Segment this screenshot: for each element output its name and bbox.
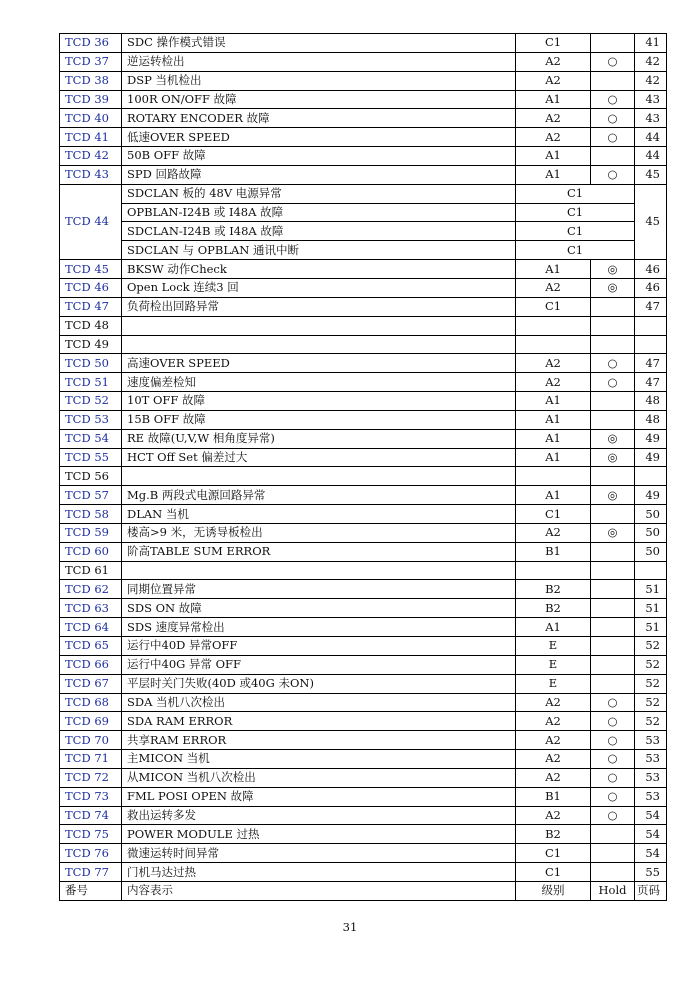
error-description: SDCLAN 与 OPBLAN 通讯中断 — [122, 241, 516, 260]
table-row — [60, 147, 667, 166]
hold-mark: ○ — [591, 768, 635, 787]
table-row — [60, 90, 667, 109]
page-ref — [635, 316, 667, 335]
error-level: E — [516, 637, 591, 656]
hold-mark — [591, 825, 635, 844]
error-code: TCD 46 — [60, 278, 122, 297]
error-description: SDCLAN-I24B 或 I48A 故障 — [122, 222, 516, 241]
error-code: TCD 74 — [60, 806, 122, 825]
page-ref: 52 — [635, 693, 667, 712]
page-ref: 53 — [635, 731, 667, 750]
error-description — [122, 561, 516, 580]
table-row — [60, 109, 667, 128]
error-description: FML POSI OPEN 故障 — [122, 787, 516, 806]
hold-mark — [591, 674, 635, 693]
error-code: TCD 38 — [60, 71, 122, 90]
table-row — [60, 71, 667, 90]
hold-mark: ○ — [591, 373, 635, 392]
hold-mark: ○ — [591, 712, 635, 731]
error-level: C1 — [516, 203, 635, 222]
page-ref: 51 — [635, 599, 667, 618]
table-row — [60, 655, 667, 674]
hold-mark: ◎ — [591, 429, 635, 448]
hold-mark — [591, 147, 635, 166]
error-description: 高速OVER SPEED — [122, 354, 516, 373]
hold-mark — [591, 542, 635, 561]
page-ref: 52 — [635, 655, 667, 674]
page-ref: 51 — [635, 618, 667, 637]
hold-mark: ○ — [591, 731, 635, 750]
hold-mark: ○ — [591, 750, 635, 769]
table-row — [60, 52, 667, 71]
error-code: TCD 39 — [60, 90, 122, 109]
page-ref: 42 — [635, 52, 667, 71]
hold-mark — [591, 599, 635, 618]
error-code: TCD 65 — [60, 637, 122, 656]
error-code: TCD 43 — [60, 165, 122, 184]
table-row — [60, 410, 667, 429]
error-description — [122, 335, 516, 354]
page-ref: 45 — [635, 165, 667, 184]
page-ref: 52 — [635, 674, 667, 693]
error-description: BKSW 动作Check — [122, 260, 516, 279]
table-row — [60, 128, 667, 147]
table-row — [60, 542, 667, 561]
error-description: 运行中40D 异常OFF — [122, 637, 516, 656]
error-code: TCD 61 — [60, 561, 122, 580]
error-code: TCD 53 — [60, 410, 122, 429]
table-row — [60, 297, 667, 316]
table-row — [60, 165, 667, 184]
error-description: RE 故障(U,V,W 相角度异常) — [122, 429, 516, 448]
table-row — [60, 354, 667, 373]
page-ref: 48 — [635, 410, 667, 429]
header-code: 番号 — [60, 881, 122, 900]
error-level — [516, 561, 591, 580]
hold-mark — [591, 637, 635, 656]
page-ref: 47 — [635, 297, 667, 316]
hold-mark: ○ — [591, 90, 635, 109]
error-code: TCD 58 — [60, 505, 122, 524]
page-ref: 42 — [635, 71, 667, 90]
error-description: 平层时关门失败(40D 或40G 未ON) — [122, 674, 516, 693]
page-ref — [635, 561, 667, 580]
error-description: 负荷检出回路异常 — [122, 297, 516, 316]
page-ref: 46 — [635, 260, 667, 279]
table-row — [60, 825, 667, 844]
table-header-row — [60, 881, 667, 900]
error-code: TCD 67 — [60, 674, 122, 693]
error-level: A1 — [516, 448, 591, 467]
page-ref: 49 — [635, 486, 667, 505]
table-row — [60, 222, 667, 241]
error-code: TCD 75 — [60, 825, 122, 844]
hold-mark — [591, 34, 635, 53]
error-description: SDS ON 故障 — [122, 599, 516, 618]
hold-mark — [591, 467, 635, 486]
error-code: TCD 70 — [60, 731, 122, 750]
error-level — [516, 335, 591, 354]
table-row — [60, 260, 667, 279]
error-code: TCD 47 — [60, 297, 122, 316]
error-code: TCD 60 — [60, 542, 122, 561]
page-ref: 54 — [635, 825, 667, 844]
error-code: TCD 51 — [60, 373, 122, 392]
table-row — [60, 693, 667, 712]
table-row — [60, 34, 667, 53]
error-level: A2 — [516, 71, 591, 90]
table-row — [60, 750, 667, 769]
hold-mark: ○ — [591, 693, 635, 712]
error-level: C1 — [516, 184, 635, 203]
page-ref — [635, 467, 667, 486]
error-level: C1 — [516, 505, 591, 524]
table-row — [60, 184, 667, 203]
hold-mark — [591, 655, 635, 674]
error-level: C1 — [516, 844, 591, 863]
table-row — [60, 618, 667, 637]
error-description: SDCLAN 板的 48V 电源异常 — [122, 184, 516, 203]
error-description: 100R ON/OFF 故障 — [122, 90, 516, 109]
hold-mark: ◎ — [591, 278, 635, 297]
error-level: C1 — [516, 222, 635, 241]
error-description: 逆运转检出 — [122, 52, 516, 71]
header-description: 内容表示 — [122, 881, 516, 900]
error-description: Mg.B 两段式电源回路异常 — [122, 486, 516, 505]
error-description: 主MICON 当机 — [122, 750, 516, 769]
error-level: A2 — [516, 750, 591, 769]
error-level: B2 — [516, 825, 591, 844]
error-description — [122, 467, 516, 486]
error-description: DLAN 当机 — [122, 505, 516, 524]
table-row — [60, 787, 667, 806]
hold-mark — [591, 410, 635, 429]
error-level: A2 — [516, 278, 591, 297]
error-description: SDA RAM ERROR — [122, 712, 516, 731]
error-level: A2 — [516, 373, 591, 392]
error-description — [122, 316, 516, 335]
page-ref: 43 — [635, 109, 667, 128]
table-row — [60, 863, 667, 882]
error-description: 同期位置异常 — [122, 580, 516, 599]
table-row — [60, 241, 667, 260]
error-description: 微速运转时间异常 — [122, 844, 516, 863]
error-description: 15B OFF 故障 — [122, 410, 516, 429]
error-code: TCD 73 — [60, 787, 122, 806]
error-level: B2 — [516, 599, 591, 618]
error-code: TCD 56 — [60, 467, 122, 486]
page-ref — [635, 335, 667, 354]
table-row — [60, 467, 667, 486]
table-row — [60, 637, 667, 656]
page-ref: 53 — [635, 750, 667, 769]
page-ref: 47 — [635, 373, 667, 392]
header-hold: Hold — [591, 881, 635, 900]
hold-mark — [591, 335, 635, 354]
hold-mark: ◎ — [591, 486, 635, 505]
page-ref: 55 — [635, 863, 667, 882]
error-level: A2 — [516, 354, 591, 373]
error-level — [516, 316, 591, 335]
error-code: TCD 72 — [60, 768, 122, 787]
error-level: A2 — [516, 731, 591, 750]
table-row — [60, 203, 667, 222]
error-code: TCD 50 — [60, 354, 122, 373]
error-description: 50B OFF 故障 — [122, 147, 516, 166]
error-code: TCD 68 — [60, 693, 122, 712]
hold-mark — [591, 561, 635, 580]
page-ref: 50 — [635, 523, 667, 542]
error-description: DSP 当机检出 — [122, 71, 516, 90]
page-ref: 50 — [635, 505, 667, 524]
hold-mark — [591, 392, 635, 411]
error-level: A2 — [516, 712, 591, 731]
error-description: 楼高>9 米，无诱导板检出 — [122, 523, 516, 542]
error-code: TCD 59 — [60, 523, 122, 542]
error-description: SDA 当机八次检出 — [122, 693, 516, 712]
table-row — [60, 523, 667, 542]
error-level: A1 — [516, 410, 591, 429]
error-code: TCD 57 — [60, 486, 122, 505]
error-level: C1 — [516, 863, 591, 882]
page-ref: 41 — [635, 34, 667, 53]
error-level: A1 — [516, 618, 591, 637]
error-description: Open Lock 连续3 回 — [122, 278, 516, 297]
error-description: 低速OVER SPEED — [122, 128, 516, 147]
error-code: TCD 62 — [60, 580, 122, 599]
error-code: TCD 42 — [60, 147, 122, 166]
page-number: 31 — [342, 920, 358, 934]
page-ref: 46 — [635, 278, 667, 297]
table-row — [60, 844, 667, 863]
hold-mark: ◎ — [591, 260, 635, 279]
error-code: TCD 54 — [60, 429, 122, 448]
error-description: SPD 回路故障 — [122, 165, 516, 184]
error-level: B1 — [516, 542, 591, 561]
error-level: A2 — [516, 768, 591, 787]
hold-mark: ○ — [591, 109, 635, 128]
error-description: 运行中40G 异常 OFF — [122, 655, 516, 674]
hold-mark — [591, 580, 635, 599]
error-level: A1 — [516, 392, 591, 411]
error-code: TCD 37 — [60, 52, 122, 71]
table-row — [60, 712, 667, 731]
error-code: TCD 52 — [60, 392, 122, 411]
error-level: C1 — [516, 297, 591, 316]
error-level: B1 — [516, 787, 591, 806]
error-description: 门机马达过热 — [122, 863, 516, 882]
error-level — [516, 467, 591, 486]
page-ref: 54 — [635, 844, 667, 863]
table-row — [60, 429, 667, 448]
hold-mark — [591, 297, 635, 316]
table-body — [60, 34, 667, 901]
hold-mark — [591, 505, 635, 524]
error-level: B2 — [516, 580, 591, 599]
error-description: 救出运转多发 — [122, 806, 516, 825]
hold-mark — [591, 863, 635, 882]
error-level: A1 — [516, 486, 591, 505]
error-description: ROTARY ENCODER 故障 — [122, 109, 516, 128]
error-level: A2 — [516, 523, 591, 542]
error-level: A1 — [516, 165, 591, 184]
error-level: A1 — [516, 429, 591, 448]
table-row — [60, 806, 667, 825]
page-ref: 52 — [635, 712, 667, 731]
page-ref: 47 — [635, 354, 667, 373]
hold-mark: ○ — [591, 806, 635, 825]
error-code: TCD 63 — [60, 599, 122, 618]
error-code: TCD 49 — [60, 335, 122, 354]
hold-mark — [591, 316, 635, 335]
error-code: TCD 40 — [60, 109, 122, 128]
error-code: TCD 64 — [60, 618, 122, 637]
table-row — [60, 448, 667, 467]
error-level: C1 — [516, 241, 635, 260]
page-ref: 54 — [635, 806, 667, 825]
table-row — [60, 561, 667, 580]
error-code: TCD 48 — [60, 316, 122, 335]
table-row — [60, 731, 667, 750]
error-description: 从MICON 当机八次检出 — [122, 768, 516, 787]
error-level: A2 — [516, 128, 591, 147]
error-code: TCD 45 — [60, 260, 122, 279]
page-ref: 50 — [635, 542, 667, 561]
tcd-code-table — [59, 33, 667, 901]
error-code: TCD 36 — [60, 34, 122, 53]
error-code: TCD 66 — [60, 655, 122, 674]
error-code: TCD 41 — [60, 128, 122, 147]
page-ref: 49 — [635, 448, 667, 467]
error-description: 共享RAM ERROR — [122, 731, 516, 750]
hold-mark: ◎ — [591, 523, 635, 542]
error-level: A2 — [516, 109, 591, 128]
error-level: E — [516, 674, 591, 693]
error-level: A2 — [516, 693, 591, 712]
error-code: TCD 76 — [60, 844, 122, 863]
page-ref: 53 — [635, 768, 667, 787]
error-level: C1 — [516, 34, 591, 53]
error-level: A1 — [516, 260, 591, 279]
error-code: TCD 55 — [60, 448, 122, 467]
table-row — [60, 373, 667, 392]
error-level: E — [516, 655, 591, 674]
page-ref: 43 — [635, 90, 667, 109]
page-ref: 44 — [635, 147, 667, 166]
error-description: OPBLAN-I24B 或 I48A 故障 — [122, 203, 516, 222]
hold-mark: ○ — [591, 128, 635, 147]
error-code: TCD 69 — [60, 712, 122, 731]
error-level: A2 — [516, 52, 591, 71]
page-ref: 48 — [635, 392, 667, 411]
table-row — [60, 674, 667, 693]
error-description: HCT Off Set 偏差过大 — [122, 448, 516, 467]
error-description: 10T OFF 故障 — [122, 392, 516, 411]
hold-mark: ○ — [591, 52, 635, 71]
hold-mark — [591, 844, 635, 863]
error-description: SDC 操作模式错误 — [122, 34, 516, 53]
table-row — [60, 392, 667, 411]
table-row — [60, 335, 667, 354]
table-row — [60, 278, 667, 297]
table-row — [60, 580, 667, 599]
error-code: TCD 77 — [60, 863, 122, 882]
table-row — [60, 486, 667, 505]
error-description: SDS 速度异常检出 — [122, 618, 516, 637]
error-description: 速度偏差检知 — [122, 373, 516, 392]
table-row — [60, 505, 667, 524]
error-level: A1 — [516, 90, 591, 109]
table-row — [60, 316, 667, 335]
error-description: POWER MODULE 过热 — [122, 825, 516, 844]
hold-mark: ○ — [591, 787, 635, 806]
page-ref: 53 — [635, 787, 667, 806]
table-row — [60, 768, 667, 787]
header-level: 级别 — [516, 881, 591, 900]
page-ref: 49 — [635, 429, 667, 448]
header-page: 页码 — [635, 881, 667, 900]
page-ref: 44 — [635, 128, 667, 147]
error-description: 阶高TABLE SUM ERROR — [122, 542, 516, 561]
error-level: A1 — [516, 147, 591, 166]
hold-mark: ○ — [591, 354, 635, 373]
error-level: A2 — [516, 806, 591, 825]
error-code: TCD 71 — [60, 750, 122, 769]
page-ref: 45 — [635, 184, 667, 259]
error-code: TCD 44 — [60, 184, 122, 259]
hold-mark — [591, 71, 635, 90]
hold-mark: ◎ — [591, 448, 635, 467]
table-row — [60, 599, 667, 618]
hold-mark: ○ — [591, 165, 635, 184]
page-ref: 51 — [635, 580, 667, 599]
page-ref: 52 — [635, 637, 667, 656]
hold-mark — [591, 618, 635, 637]
